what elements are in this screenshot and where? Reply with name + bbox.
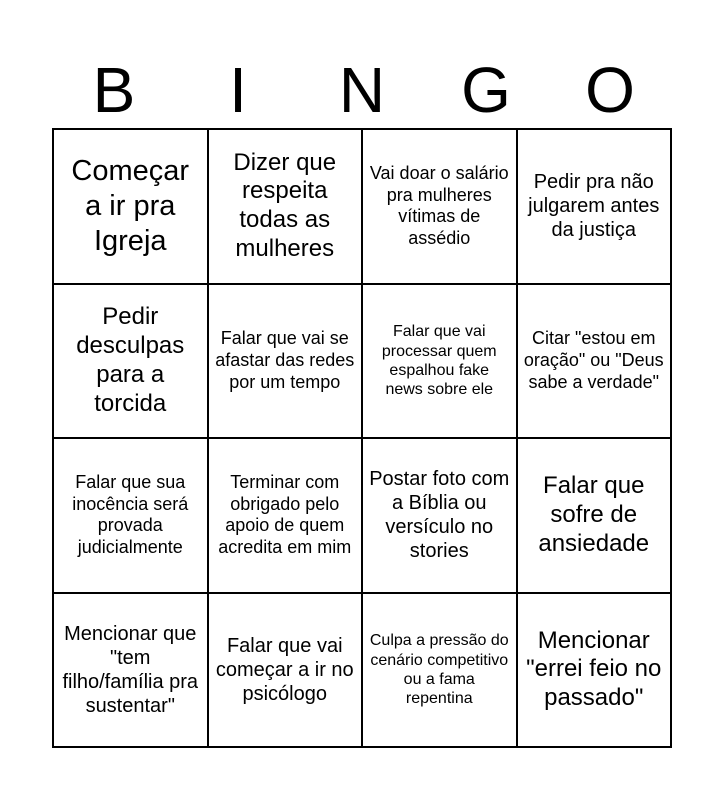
header-letter-i: I [229, 54, 247, 126]
header-letter-n: N [338, 54, 386, 126]
bingo-cell-4[interactable] [518, 130, 673, 285]
bingo-cell-text: Falar que vai se afastar das redes por um tempo [215, 328, 355, 392]
bingo-cell-7[interactable] [363, 285, 518, 440]
bingo-cell-2[interactable] [209, 130, 364, 285]
bingo-cell-text: Falar que sofre de ansiedade [538, 472, 650, 557]
bingo-cell-12[interactable] [518, 439, 673, 594]
bingo-cell-text: Postar foto com a Bíblia ou versículo no stories [369, 468, 510, 563]
bingo-cell-text: Pedir desculpas para a torcida [76, 303, 185, 417]
bingo-cell-14[interactable] [209, 594, 364, 749]
bingo-cell-15[interactable] [363, 594, 518, 749]
bingo-cell-5[interactable] [54, 285, 209, 440]
bingo-cell-8[interactable] [518, 285, 673, 440]
bingo-cell-text: Falar que sua inocência será provada judicialmente [72, 472, 189, 557]
header-letter-g: G [461, 54, 511, 126]
bingo-cell-text: Culpa a pressão do cenário competitivo ou a fama repentina [369, 632, 509, 707]
bingo-header [52, 52, 672, 128]
header-letter-o: O [585, 54, 635, 126]
bingo-cell-text: Começar a ir pra Igreja [71, 155, 190, 257]
bingo-cell-text: Falar que vai processar quem espalhou fake news sobre ele [381, 323, 497, 398]
bingo-cell-text: Dizer que respeita todas as mulheres [233, 148, 337, 263]
bingo-cell-3[interactable] [363, 130, 518, 285]
bingo-cell-1[interactable] [54, 130, 209, 285]
bingo-cell-text: Vai doar o salário pra mulheres vítimas de assédio [369, 163, 509, 248]
bingo-cell-6[interactable] [209, 285, 364, 440]
header-letter-b: B [92, 54, 136, 126]
bingo-cell-text: Pedir pra não julgarem antes da justiça [528, 171, 660, 242]
bingo-cell-13[interactable] [54, 594, 209, 749]
bingo-grid [52, 128, 672, 748]
bingo-cell-9[interactable] [54, 439, 209, 594]
bingo-cell-text: Terminar com obrigado pelo apoio de quem acredita em mim [218, 472, 352, 557]
bingo-cell-11[interactable] [363, 439, 518, 594]
bingo-cell-text: Citar "estou em oração" ou "Deus sabe a verdade" [523, 328, 664, 392]
bingo-cell-text: Falar que vai começar a ir no psicólogo [215, 634, 354, 705]
bingo-cell-text: Mencionar que "tem filho/família pra sustentar" [62, 622, 199, 717]
bingo-cell-text: Mencionar "errei feio no passado" [526, 626, 662, 712]
bingo-cell-16[interactable] [518, 594, 673, 749]
bingo-cell-10[interactable] [209, 439, 364, 594]
